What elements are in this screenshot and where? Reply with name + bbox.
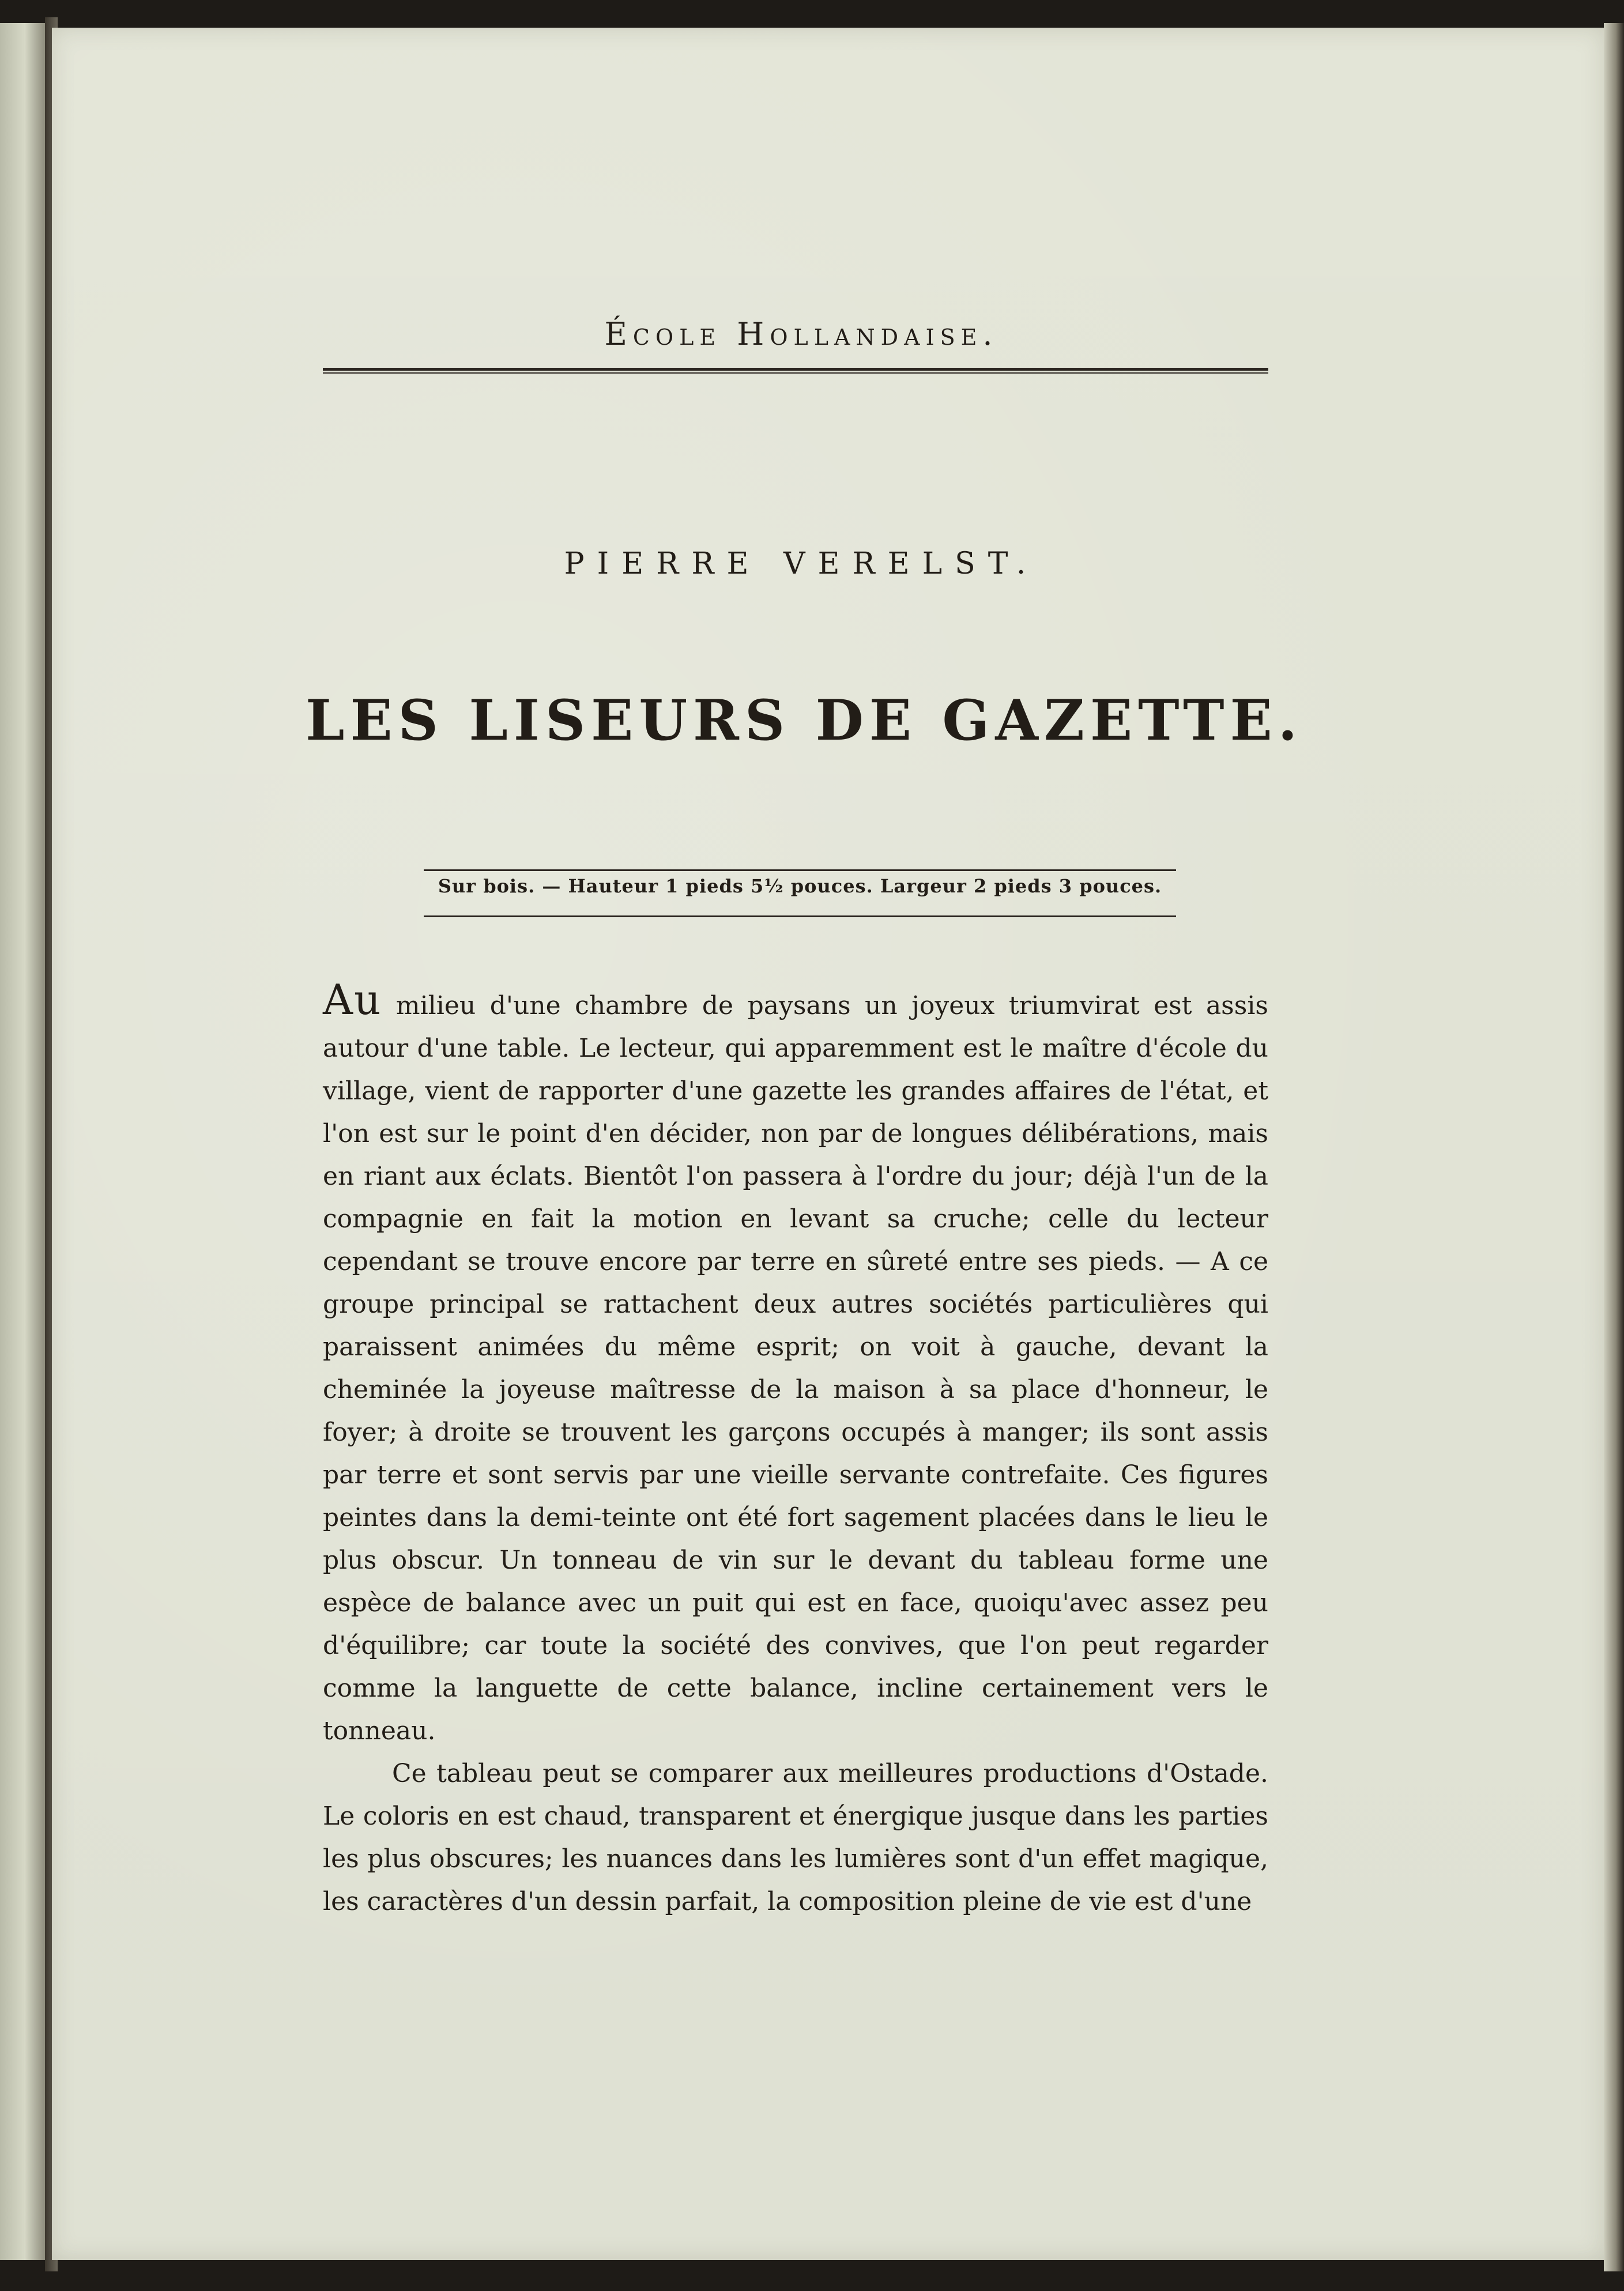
drop-cap: Au — [323, 975, 382, 1024]
body-text — [323, 975, 1268, 1923]
dimensions-rule-top — [424, 869, 1176, 871]
school-header: École Hollandaise. — [604, 316, 998, 352]
painting-title: LES LISEURS DE GAZETTE. — [306, 688, 1303, 753]
left-page-edge — [0, 23, 45, 2260]
right-page-edge — [1604, 23, 1624, 2271]
book-page — [52, 28, 1604, 2260]
paragraph-2: Ce tableau peut se comparer aux meilleures productions d'Ostade. Le coloris en est chaud, transparent et énergique jusque dans les parties les plus obscures; les nuances dans les lumières sont d'un effet magique, les caractères d'un dessin parfait, la composition pleine de vie est d'une — [323, 1759, 1268, 1916]
paragraph-1 — [323, 975, 1268, 1753]
painter-name: PIERRE VERELST. — [564, 547, 1039, 581]
painting-dimensions: Sur bois. — Hauteur 1 pieds 5½ pouces. Largeur 2 pieds 3 pouces. — [438, 875, 1162, 897]
paragraph-1-text: milieu d'une chambre de paysans un joyeux triumvirat est assis autour d'une table. Le lecteur, qui apparemment est le maître d'école du village, vient de rapporter d'une gazette les grandes affaires de l'état, et l'on est sur le point d'en décider, non par de longues délibérations, mais en riant aux éclats. Bientôt l'on passera à l'ordre du jour; déjà l'un de la compagnie en fait la motion en levant sa cruche; celle du lecteur cependant se trouve encore par terre en sûreté entre ses pieds. — A ce groupe principal se rattachent deux autres sociétés particulières qui paraissent animées du même esprit; on voit à gauche, devant la cheminée la joyeuse maîtresse de la maison à sa place d'honneur, le foyer; à droite se trouvent les garçons occupés à manger; ils sont assis par terre et sont servis par une vieille servante contrefaite. Ces figures peintes dans la demi-teinte ont été fort sagement placées dans le lieu le plus obscur. Un tonneau de vin sur le devant du tableau forme une espèce de balance avec un puit qui est en face, quoiqu'avec assez peu d'équilibre; car toute la société des convives, que l'on peut regarder comme la languette de cette balance, incline certainement vers le tonneau. — [323, 991, 1268, 1746]
dimensions-rule-bottom — [424, 915, 1176, 917]
header-rule — [323, 368, 1268, 374]
